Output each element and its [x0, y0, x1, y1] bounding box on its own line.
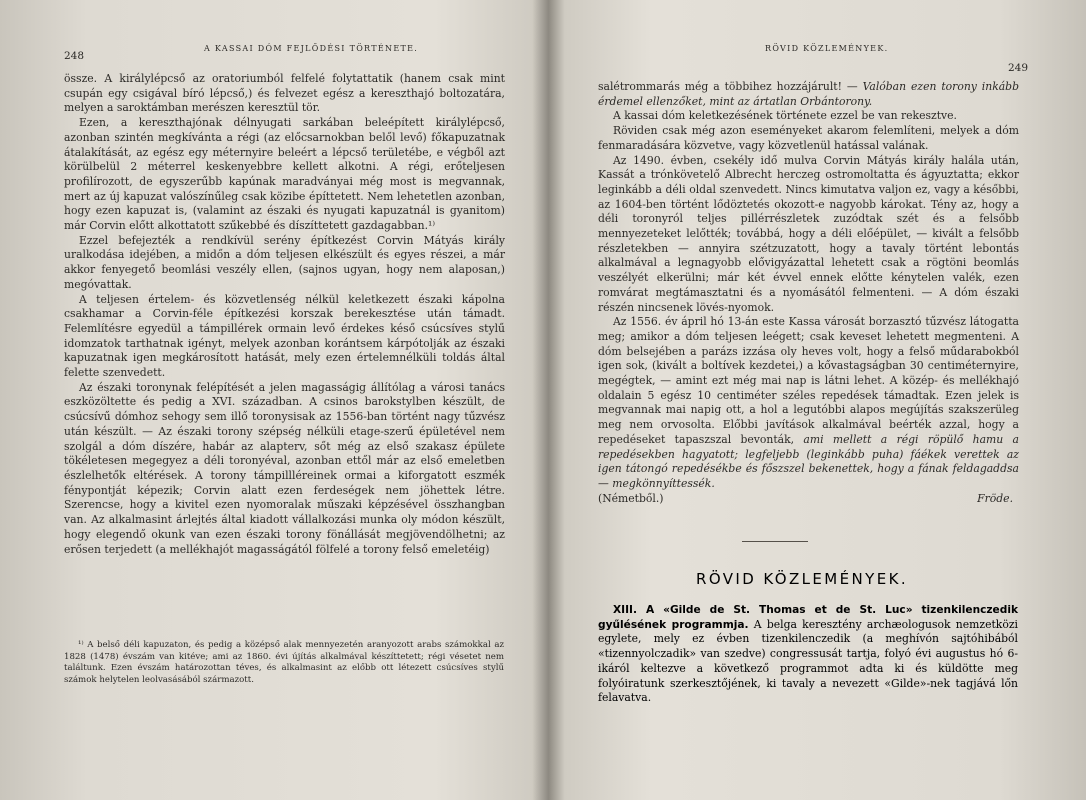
- separator-rule: [742, 541, 808, 542]
- running-head: A KASSAI DÓM FEJLŐDÉSI TÖRTÉNETE.: [204, 44, 419, 53]
- author-signature: Fröde.: [977, 491, 1013, 505]
- paragraph: Ezzel befejezték a rendkívül serény építkezést Corvin Mátyás király uralkodása idejében, a midőn a dóm teljesen elkészült és egyes részei, a már akkor fenyegető beomlási veszély ellen, (sajnos ugyan, hogy nem alaposan,) megóvattak.: [64, 233, 505, 291]
- page-number: 249: [1008, 62, 1029, 74]
- body-text: [64, 72, 505, 557]
- notice-heading: XIII. A «Gilde de St. Thomas et de St. Luc» tizenkilenczedik gyűlésének programmja.: [598, 604, 1018, 631]
- running-head: RÖVID KÖZLEMÉNYEK.: [765, 44, 889, 53]
- paragraph: [598, 315, 1019, 491]
- italic-text: Valóban ezen torony inkább érdemel ellenzőket, mint az ártatlan Orbántorony.: [598, 80, 1019, 108]
- paragraph-text: Az 1556. év ápril hó 13-án este Kassa városát borzasztó tűzvész látogatta meg; amikor a dóm teljesen leégett; csak keveset lehetett megmenteni. A dóm belsejében a parázs izzása oly heves volt, hogy a felső műdarabokból igen sok, (kivált a boltívek kezdetei,) a kővastagságban 30 centiméternyire, megégtek, — amint ezt még mai nap is látni lehet. A közép- és mellékhajó oldalain 5 egész 10 centiméter széles repedések támadtak. Ezen jelek is megvannak mai napig ott, a hol a legutóbbi alapos megújítás szakszerüleg meg nem orvosolta. Előbbi javítások alkalmával beérték azzal, hogy a repedéseket tapaszszal bevonták,: [598, 315, 1019, 446]
- paragraph: össze. A királylépcső az oratoriumból felfelé folytattatik (hanem csak mint csupán egy csigával bíró lépcső,) és felvezet egész a kereszthajó boltozatára, melyen a saroktámban merészen keresztül tör.: [64, 72, 505, 115]
- notice-text: [598, 603, 1018, 706]
- paragraph: Az északi toronynak felépítését a jelen magasságig állítólag a városi tanács eszközöltette és pedig a XVI. században. A csinos barokstylben készült, de csúcsívű dómhoz sehogy sem illő toronysisak az 1556-ban történt nagy tűzvész után készült. — Az északi torony szépség nélküli etage-szerű épületével nem szolgál a dóm díszére, habár az alapterv, sőt még az első szakasz épülete tökéletesen megegyez a déli toronyéval, azonban ettől már az első emeletben észlelhetők eltérések. A torony támpillléreinek ormai a kiforgatott eszmék fénypontját képezik; Corvin alatt ezen ferdeségek nem jöhettek létre. Szerencse, hogy a kivitel ezen nyomoralak műszaki képzésével összhangban van. Az alkalmasint árlejtés által kiadott vállalkozási munka oly módon készült, hogy elegendő okunk van ezen északi torony fönállását megjövendölhetni; az erősen terjedett (a mellékhajót magasságától fölfelé a torony felső emeletéig): [64, 380, 505, 556]
- paragraph: A teljesen értelem- és közvetlenség nélkül keletkezett északi kápolna csakhamar a Corvin-féle építkezési korszak berekesztése után támadt. Felemlítésre egyedül a támpillérek ormain levő érdekes késő csúcsíves stylű idomzatok tarthatnak igényt, melyek azonban korántsem kárpótolják az északi kapuzatnak igen megkárosított hatását, mely ezen értelemnélküli toldás által felette szenvedett.: [64, 292, 505, 380]
- page-number: 248: [64, 50, 85, 62]
- paragraph: A kassai dóm keletkezésének története ezzel be van rekesztve.: [613, 109, 957, 123]
- paragraph: [598, 603, 1018, 706]
- translation-note: (Németből.): [598, 491, 664, 505]
- paragraph: Ezen, a kereszthajónak délnyugati sarkában beleépített királylépcső, azonban szintén megkívánta a régi (az előcsarnokban belől levő) főkapuzatnak átalakítását, az egész egy méternyire beleért a lépcső területébe, e végből azt körülbelül 2 méterrel keskenyebbre kellett alkotni. A régi, erőteljesen profilírozott, de egyszerűbb kapúnak maradványai még most is megvannak, mert az új kapuzat valószínűleg csak közibe építtetett. Nem lehetetlen azonban, hogy ezen kapuzat is, (valamint az északi és nyugati kapuzatnál is gyanitom) már Corvin előtt alkottatott szűkebbé és díszíttetett gazdagabban.¹⁾: [64, 116, 505, 233]
- signature-line: [598, 492, 1019, 507]
- paragraph-text: salétrommarás még a többihez hozzájárult! —: [598, 80, 863, 93]
- italic-text: ami mellett a régi röpülő hamu a repedésekben hagyatott; legfeljebb (leginkább puha) fáékek verettek az igen tátongó repedésékbe és főszszel bekenettek, hogy a fának feldagaddsa — megkönnyíttessék.: [598, 432, 1019, 490]
- paragraph: Röviden csak még azon eseményeket akarom felemlíteni, melyek a dóm fenmaradására közvetve, vagy közvetlenül hatással valának.: [598, 124, 1019, 152]
- footnote-text: ¹⁾ A belső déli kapuzaton, és pedig a középső alak mennyezetén aranyozott arabs számokkal az 1828 (1478) évszám van kitéve; ami az 1860. évi újítás alkalmával készíttetett; régi vésetet nem találtunk. Ezen évszám határozottan téves, és alkalmasint az előbb ott létezett csúcsíves stylű számok helytelen leolvasásából származott.: [64, 640, 504, 685]
- notice-body: A belga keresztény archæologusok nemzetközi egylete, mely ez évben tizenkilenczedik (a meghívón sajtóhibából «tizennyolczadik» van szedve) congressusát tartja, folyó évi augustus hó 6-ikáról keltezve a következő programmot adta ki és küldötte meg folyóiratunk szerkesztőjének, ki tavaly a nevezett «Gilde»-nek tagjává lőn felavatva.: [598, 617, 1018, 705]
- body-text: [598, 80, 1019, 506]
- paragraph: Az 1490. évben, csekély idő mulva Corvin Mátyás király halála után, Kassát a trónkövetelő Albrecht herczeg ostromoltatta és ágyuztatta; ekkor leginkább a déli oldal szenvedett. Nincs kimutatva valjon ez, vagy a későbbi, az 1604-ben történt lődöztetés okozott-e nagyobb károkat. Tény az, hogy a déli toronyról teljes pillérrészletek zuzódtak szét és a felsőbb mennyezeteket lelőtték; továbbá, hogy a déli előépület, — kivált a felsőbb részletekben — annyira szétzuzatott, hogy a tavaly történt lebontás alkalmával a legnagyobb elővigyázattal lehetett csak a rögtöni beomlás veszélyét elkerülni; már két évvel ennek előtte kénytelen valék, ezen romvárat megtámasztatni és a nyomásától felmenteni. — A dóm északi részén nincsenek lövés-nyomok.: [598, 153, 1019, 314]
- paragraph: [598, 80, 1019, 109]
- footnote: [64, 640, 504, 686]
- section-title: RÖVID KÖZLEMÉNYEK.: [696, 570, 908, 588]
